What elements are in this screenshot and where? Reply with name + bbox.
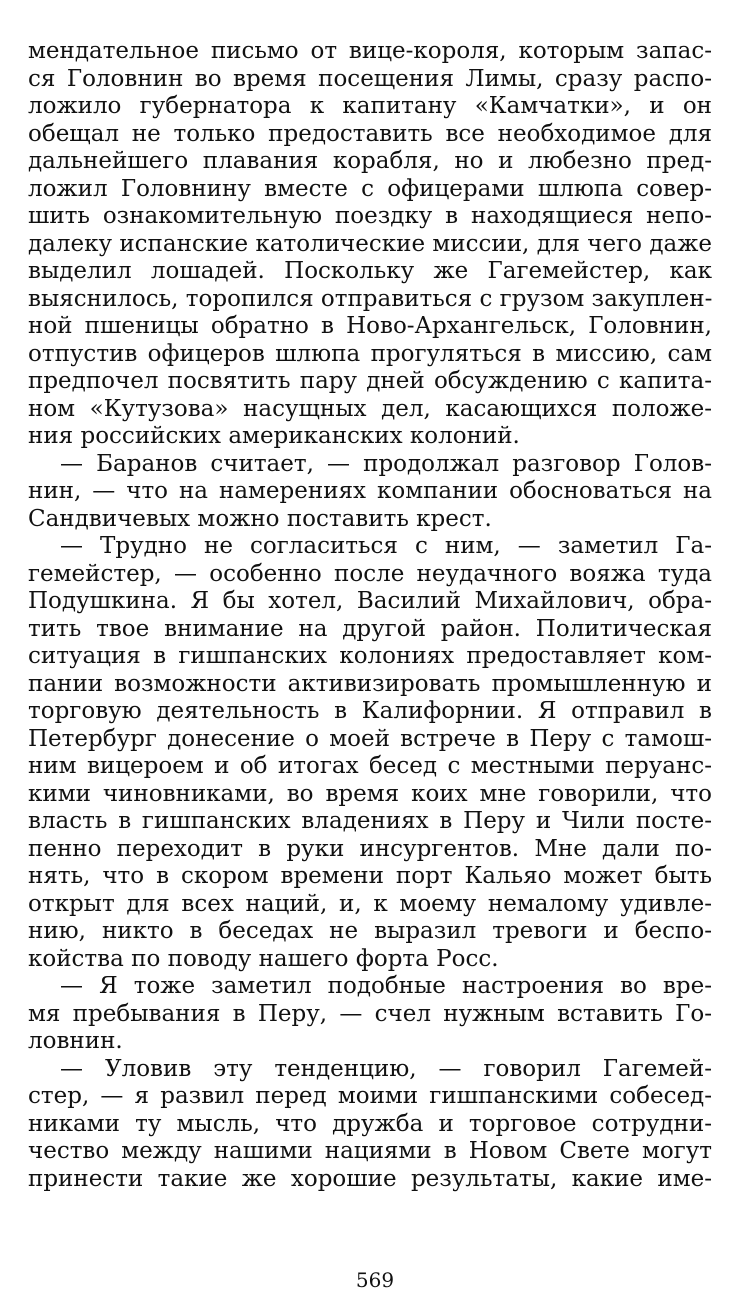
text-line: — Трудно не согласиться с ним, — заметил Га- (60, 533, 712, 559)
text-line: обещал не только предоставить все необходимое для (28, 120, 712, 147)
text-line: стер, — я развил перед моими гишпанскими собесед- (28, 1083, 712, 1109)
text-line: пании возможности активизировать промышленную и (28, 670, 712, 697)
text-line: ся Головнин во время посещения Лимы, сразу распо- (28, 65, 712, 92)
text-line: дальнейшего плавания корабля, но и любезно пред- (28, 148, 712, 174)
text-line: ложил Головнину вместе с офицерами шлюпа совер- (28, 175, 712, 202)
text-line: далеку испанские католические миссии, для чего даже (28, 230, 712, 257)
text-line: — Уловив эту тенденцию, — говорил Гагемей- (60, 1055, 712, 1082)
page-number: 569 (355, 1268, 395, 1292)
text-line: отпустив офицеров шлюпа прогуляться в миссию, сам (28, 340, 712, 367)
text-line: шить ознакомительную поездку в находящиеся непо- (28, 203, 712, 229)
text-line: торговую деятельность в Калифорнии. Я отправил в (28, 698, 712, 724)
text-line: ложило губернатора к капитану «Камчатки», и он (28, 93, 712, 119)
text-line: койства по поводу нашего форта Росс. (28, 945, 499, 972)
text-line: мя пребывания в Перу, — счел нужным вставить Го- (28, 1000, 712, 1027)
text-line: нять, что в скором времени порт Кальяо может быть (28, 863, 712, 889)
text-line: пенно переходит в руки инсургентов. Мне дали по- (28, 835, 712, 862)
text-line: гемейстер, — особенно после неудачного вояжа туда (28, 560, 712, 587)
text-line: Петербург донесение о моей встрече в Перу с тамош- (28, 725, 712, 752)
text-line: кими чиновниками, во время коих мне говорили, что (28, 780, 712, 807)
text-line: никами ту мысль, что дружба и торговое сотрудни- (28, 1110, 712, 1137)
text-line: Подушкина. Я бы хотел, Василий Михайлович, обра- (28, 588, 712, 614)
text-line: выяснилось, торопился отправиться с грузом закуплен- (28, 285, 713, 312)
text-line: ним вицероем и об итогах бесед с местными перуанс- (28, 753, 712, 779)
text-line: ловнин. (28, 1028, 123, 1054)
text-line: предпочел посвятить пару дней обсуждению с капита- (28, 368, 712, 394)
text-line: нию, никто в беседах не выразил тревоги и беспо- (28, 918, 712, 944)
text-line: мендательное письмо от вице-короля, которым запас- (28, 38, 712, 64)
text-line: ном «Кутузова» насущных дел, касающихся положе- (28, 395, 712, 422)
text-line: нин, — что на намерениях компании обосноваться на (28, 478, 712, 504)
text-line: выделил лошадей. Поскольку же Гагемейстер, как (28, 258, 712, 284)
text-line: — Баранов считает, — продолжал разговор Голов- (60, 450, 712, 477)
text-line: ния российских американских колоний. (28, 423, 520, 449)
body-text (28, 38, 712, 1193)
text-line: — Я тоже заметил подобные настроения во вре- (60, 973, 712, 999)
text-line: власть в гишпанских владениях в Перу и Чили посте- (28, 808, 712, 834)
text-line: тить твое внимание на другой район. Политическая (28, 615, 712, 642)
text-line: открыт для всех наций, и, к моему немалому удивле- (28, 890, 712, 917)
text-line: Сандвичевых можно поставить крест. (28, 505, 492, 532)
text-line: чество между нашими нациями в Новом Свете могут (28, 1138, 712, 1164)
text-line: ной пшеницы обратно в Ново-Архангельск, Головнин, (28, 313, 712, 339)
text-line: принести такие же хорошие результаты, какие име- (28, 1165, 712, 1192)
text-line: ситуация в гишпанских колониях предоставляет ком- (28, 643, 712, 669)
